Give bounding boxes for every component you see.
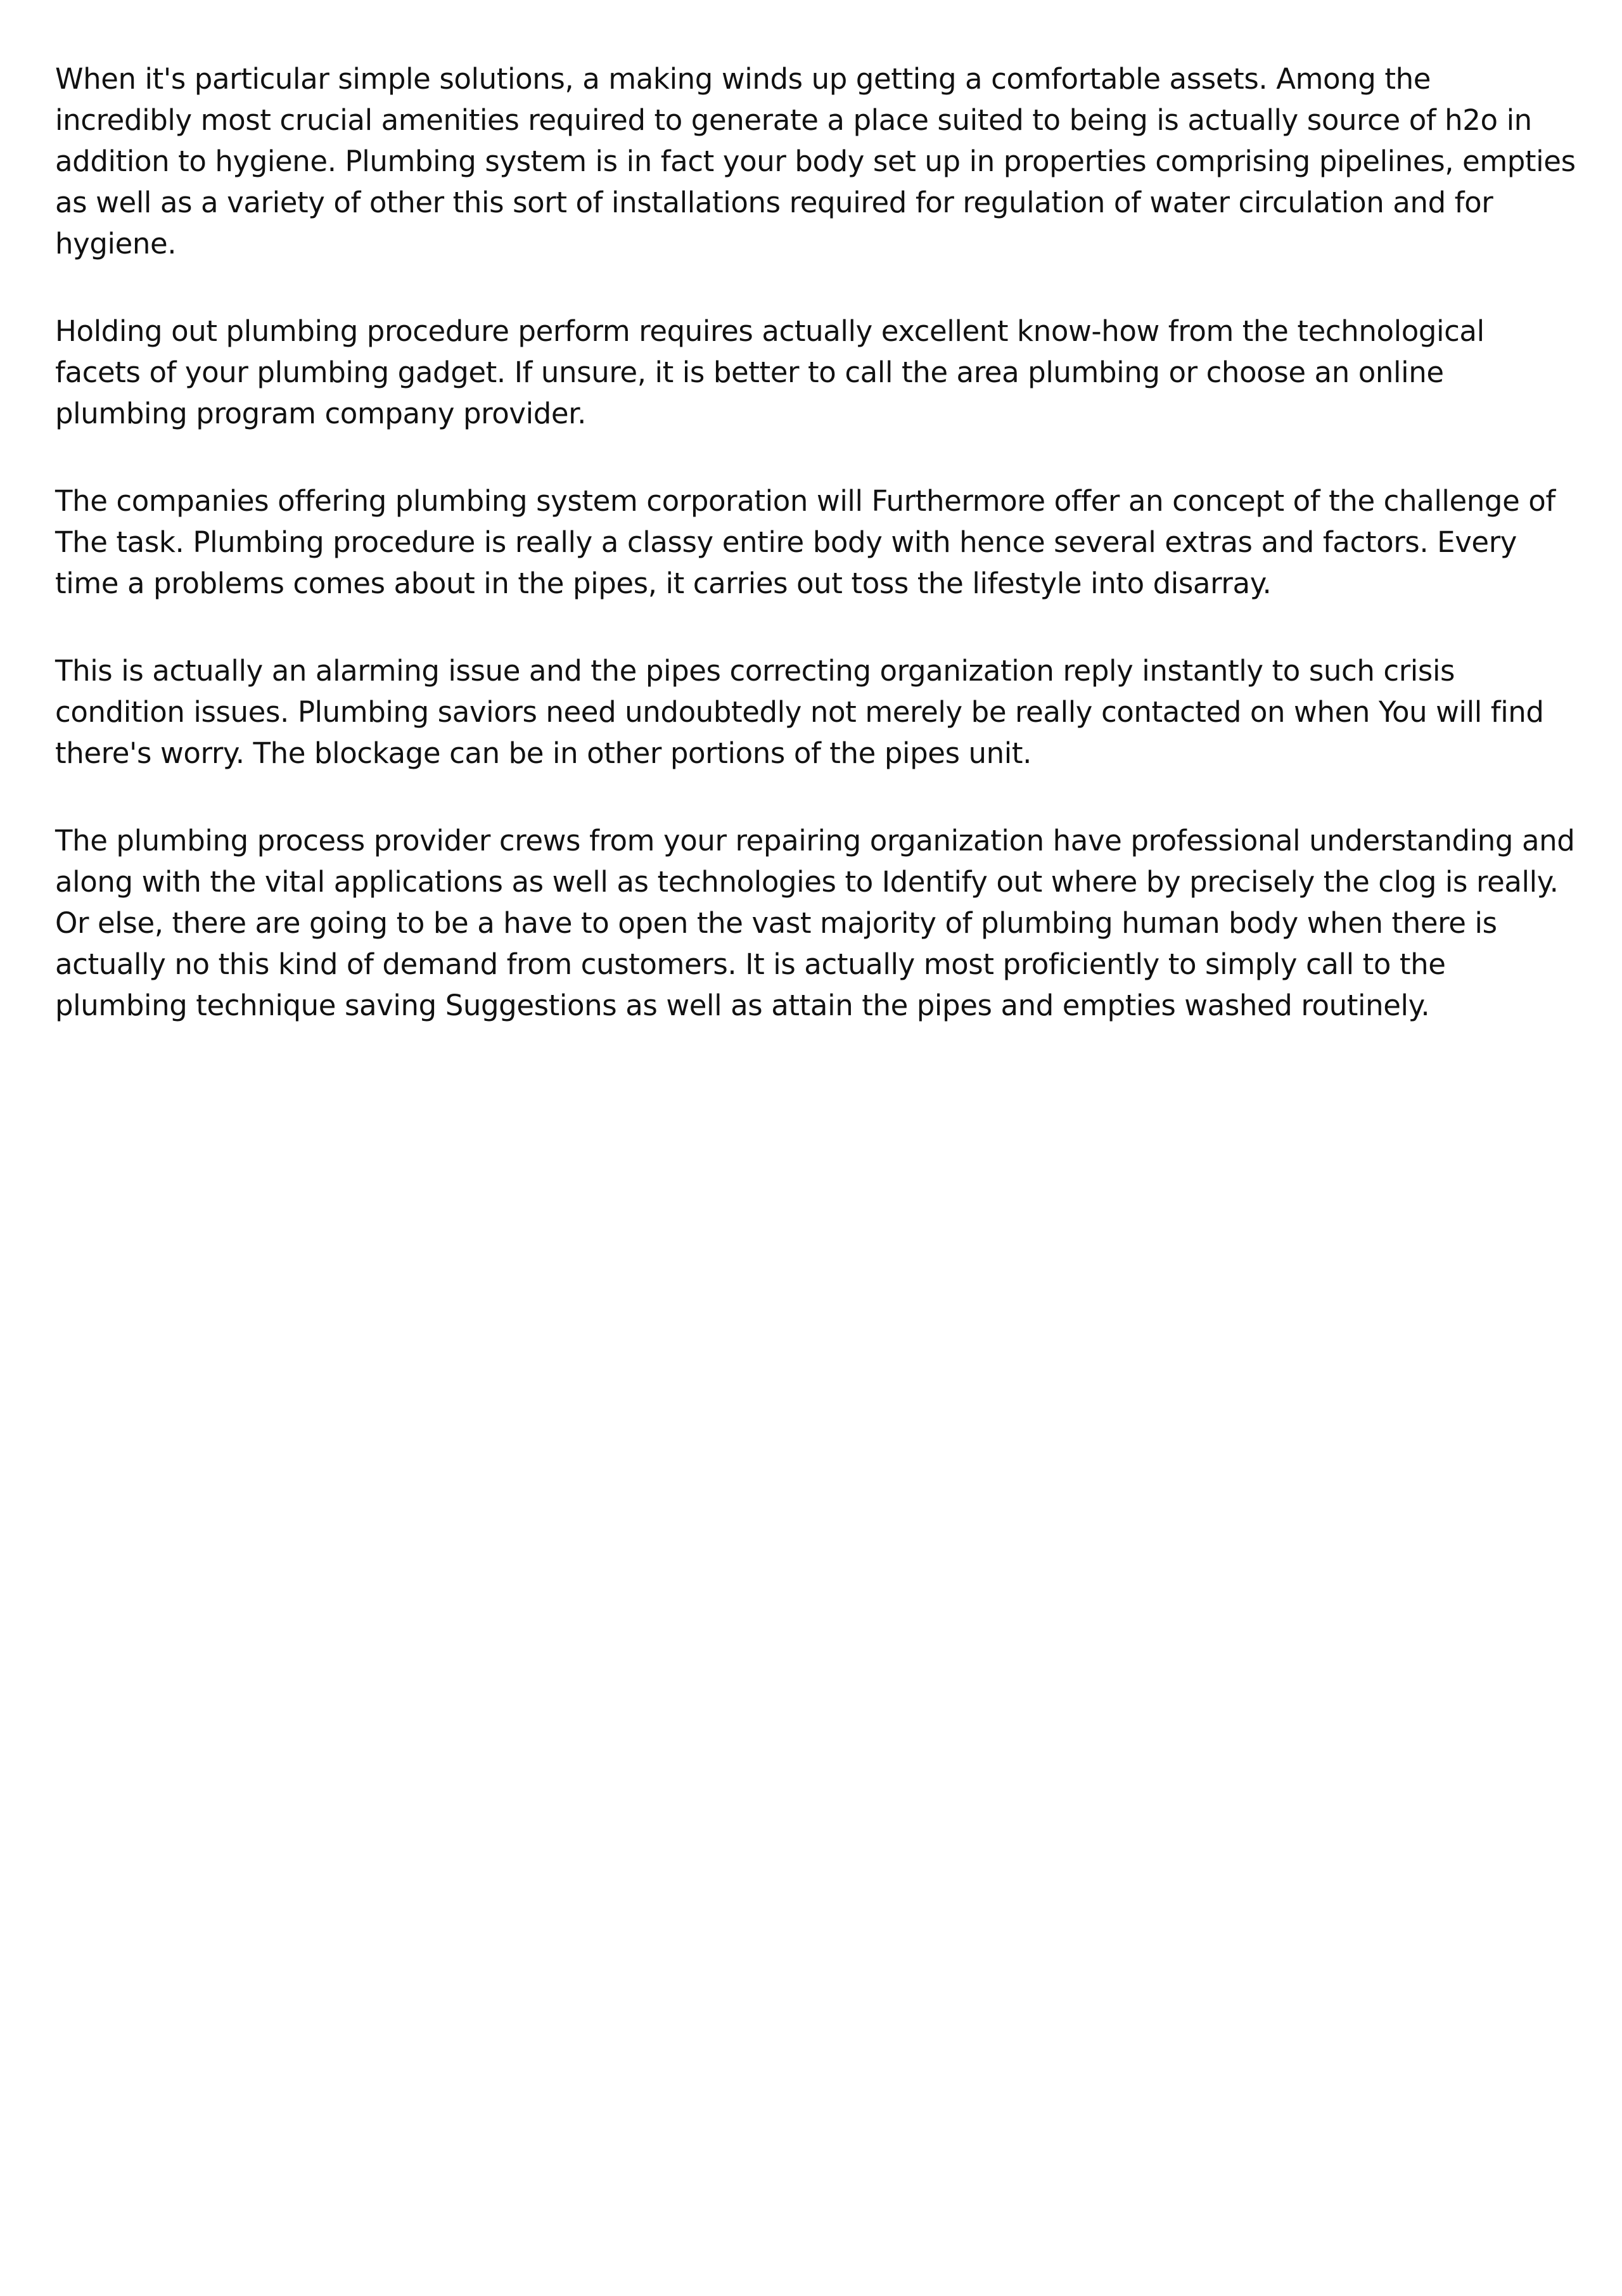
paragraph-4: This is actually an alarming issue and the pipes correcting organization reply instantly to such crisis condition issues. Plumbing saviors need undoubtedly not merely be really contacted on when You will find there's worry. The blockage can be in other portions of the pipes unit.: [55, 654, 1544, 770]
paragraph-1: When it's particular simple solutions, a making winds up getting a comfortable assets. Among the incredibly most crucial amenities required to generate a place suited to being is actually source of h2o in addition to hygiene. Plumbing system is in fact your body set up in properties comprising pipelines, empties as well as a variety of other this sort of installations required for regulation of water circulation and for hygiene.: [55, 62, 1576, 260]
paragraph-5: The plumbing process provider crews from your repairing organization have professional understanding and along with the vital applications as well as technologies to Identify out where by precisely the clog is really. Or else, there are going to be a have to open the vast majority of plumbing human body when there is actually no this kind of demand from customers. It is actually most proficiently to simply call to the plumbing technique saving Suggestions as well as attain the pipes and empties washed routinely.: [55, 824, 1575, 1022]
paragraph-2: Holding out plumbing procedure perform requires actually excellent know-how from the technological facets of your plumbing gadget. If unsure, it is better to call the area plumbing or choose an online plumbing program company provider.: [55, 314, 1485, 430]
paragraph-3: The companies offering plumbing system corporation will Furthermore offer an concept of the challenge of The task. Plumbing procedure is really a classy entire body with hence several extras and factors. Every time a problems comes about in the pipes, it carries out toss the lifestyle into disarray.: [55, 484, 1555, 600]
document-body: [55, 58, 1576, 1026]
